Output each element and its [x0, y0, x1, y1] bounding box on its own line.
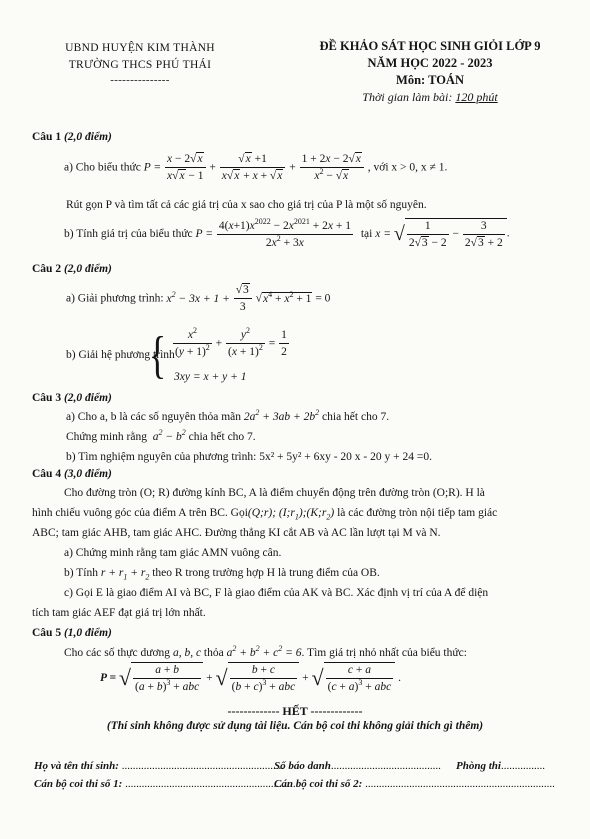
q1b-radical: √ $\frac{1}{2√3 - 2}$ − $\frac{3}{2√3 + 2}$ . [393, 220, 510, 249]
q5-line: Cho các số thực dương a, b, c thỏa $a^2 + b^2 + c^2 = 6$. Tìm giá trị nhỏ nhất của biểu thức: [64, 644, 467, 659]
school-header [40, 40, 240, 86]
system-brace: { [148, 327, 167, 384]
q4-heading: Câu 4 (3,0 điểm) [32, 468, 112, 480]
header-divider: --------------- [110, 74, 170, 86]
q4-a: a) Chứng minh rằng tam giác AMN vuông cân. [64, 547, 282, 559]
school-year: NĂM HỌC 2022 - 2023 [367, 56, 493, 70]
q1a-frac1: $\frac{x - 2√x}{x√x - 1}$ [167, 153, 204, 182]
q4-c2: tích tam giác AEF đạt giá trị lớn nhất. [32, 607, 206, 619]
q1-heading: Câu 1 (2,0 điểm) [32, 131, 112, 143]
q1a-frac3: $\frac{1 + 2x - 2√x}{x^2 - √x}$ [300, 152, 364, 183]
q5-expression: P = √ $\frac{a + b}{(a + b)^3 + abc}$ + √ $\frac{b + c}{(b + c)^3 + abc}$ + √ $\frac{c + a}{(c + a)^3 + abc}$ . [100, 664, 401, 693]
q3a-line1: a) Cho a, b là các số nguyên thỏa mãn $2a^2 + 3ab + 2b^2$ chia hết cho 7. [66, 408, 390, 423]
q1a-line2: Rút gọn P và tìm tất cả các giá trị của x sao cho giá trị của P là một số nguyên. [66, 199, 427, 211]
q2b-eq1: $\frac{x^2}{(y + 1)^2}$ + $\frac{y^2}{(x + 1)^2}$ = $\frac{1}{2}$ [175, 326, 287, 358]
q3b-line: b) Tìm nghiệm nguyên của phương trình: 5x² + 5y² + 6xy - 20 x - 20 y + 24 =0. [66, 451, 432, 463]
room-field: Phòng thi................ [456, 760, 545, 772]
exam-title: ĐỀ KHẢO SÁT HỌC SINH GIỎI LỚP 9 [319, 39, 541, 53]
school-name: TRƯỜNG THCS PHÚ THÁI [68, 59, 212, 71]
q4-c1: c) Gọi E là giao điểm AI và BC, F là giao điểm của AK và BC. Xác định vị trí của A để diện [64, 587, 489, 599]
proctor2-field: Cán bộ coi thi số 2: ..................................................................... [274, 778, 555, 790]
q3-heading: Câu 3 (2,0 điểm) [32, 392, 112, 404]
exam-note: (Thí sinh không được sử dụng tài liệu. Cán bộ coi thi không giải thích gì thêm) [106, 720, 484, 732]
proctor1-field: Cán bộ coi thi số 1: .............................................................. [34, 778, 296, 790]
q4-p2: hình chiếu vuông góc của điểm A trên BC. Gọi(Q;r); $(I;r_1);(K;r_2)$ là các đường tròn nội tiếp tam giác [32, 507, 498, 522]
candidate-number-field: Số báo danh........................................ [274, 760, 441, 772]
q2b-label: b) Giải hệ phương trình [66, 349, 175, 361]
subject: Môn: TOÁN [396, 73, 464, 87]
q1a-frac2: $\frac{√x +1}{x√x + x + √x}$ [220, 152, 286, 183]
q4-b: b) Tính $r + r_1 + r_2$ theo R trong trường hợp H là trung điểm của OB. [64, 567, 380, 582]
candidate-name-field: Họ và tên thí sinh: ........................................................... [34, 760, 284, 772]
q4-p1: Cho đường tròn (O; R) đường kính BC, A là điểm chuyển động trên đường tròn (O;R). H là [64, 487, 485, 499]
end-marker: ------------- HẾT ------------- [227, 704, 363, 718]
q5-heading: Câu 5 (1,0 điểm) [32, 627, 112, 639]
q2-heading: Câu 2 (2,0 điểm) [32, 263, 112, 275]
q2b-eq2: 3xy = x + y + 1 [174, 371, 247, 383]
time-limit: Thời gian làm bài: 120 phút [362, 90, 498, 104]
q4-p3: ABC; tam giác AHB, tam giác AHC. Đường thẳng KI cắt AB và AC lần lượt tại M và N. [32, 527, 441, 539]
q1a-line: a) Cho biểu thức P = $\frac{x - 2√x}{x√x - 1}$ + $\frac{√x +1}{x√x + x + √x}$ + $\frac{1 + 2x - 2√x}{x^2 - √x}$ , với x > 0, x ≠ 1. [64, 153, 448, 182]
exam-header [280, 38, 580, 106]
q1b-frac: $\frac{4(x+1)x^{2022} - 2x^{2021} + 2x + 1}{2x^2 + 3x}$ [218, 216, 351, 249]
q3a-line2: Chứng minh rằng $a^2 - b^2$ chia hết cho 7. [66, 428, 256, 443]
q1b-line: b) Tính giá trị của biểu thức P = $\frac{4(x+1)x^{2022} - 2x^{2021} + 2x + 1}{2x^2 + 3x}$ tại x = √ $\frac{1}{2√3 - 2}$ − $\frac{3}{2√3 + 2}$ . [64, 216, 510, 249]
q2a-line: a) Giải phương trình: $x^2 - 3x + 1$ + $\frac{√3}{3}$ $√x^4 + x^2 + 1 = 0$ [66, 284, 331, 313]
district-name: UBND HUYỆN KIM THÀNH [65, 42, 215, 54]
